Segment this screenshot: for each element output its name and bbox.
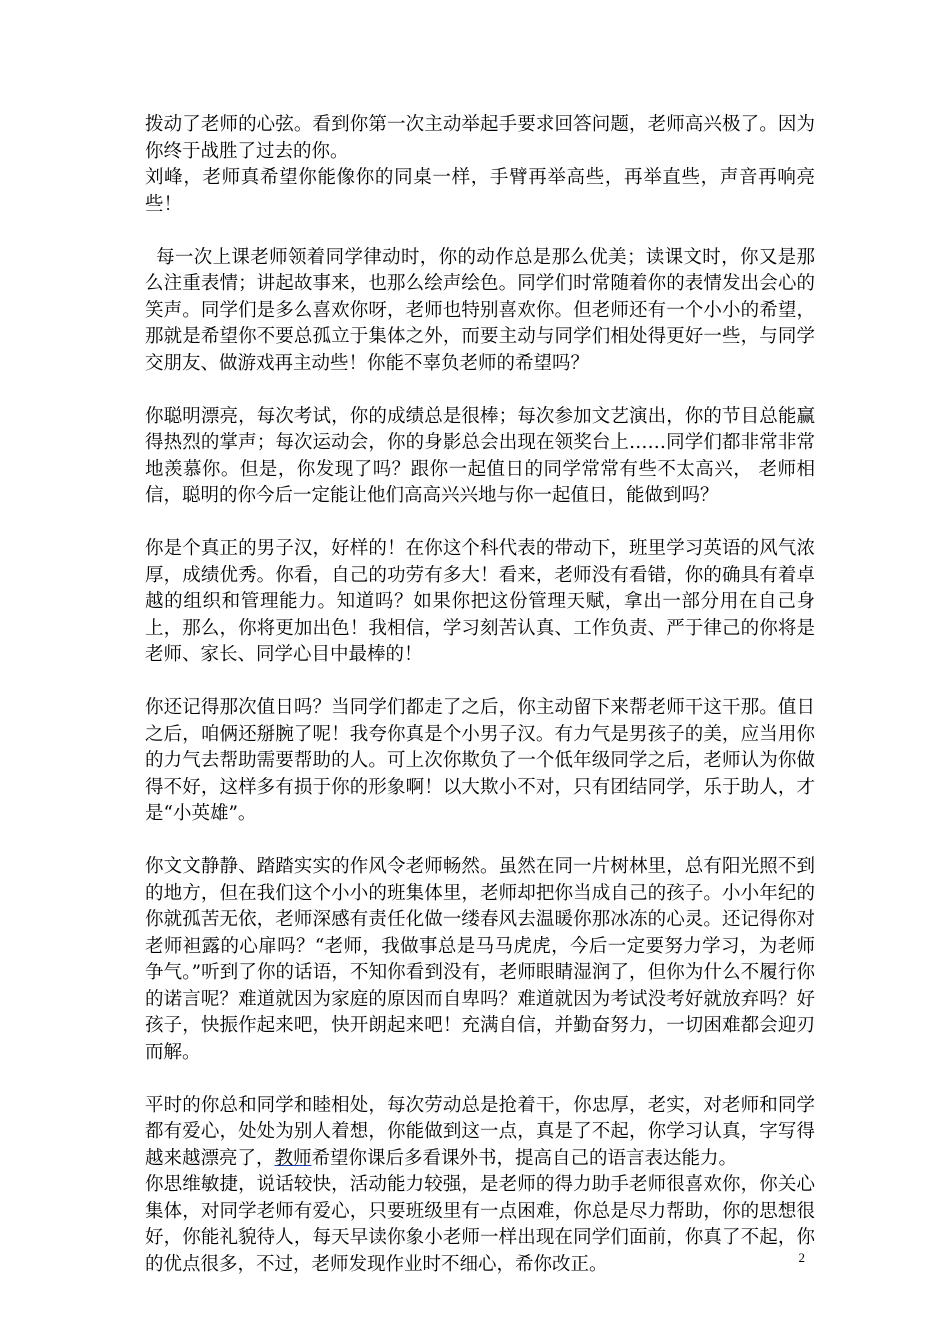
paragraph-5: 你是个真正的男子汉，好样的！在你这个科代表的带动下，班里学习英语的风气浓厚，成绩优秀。你看，自己的功劳有多大！看来，老师没有看错，你的确具有着卓越的组织和管理能力。知道吗？如果你把这份管理天赋，拿出一部分用在自己身上，那么，你将更加出色！我相信，学习刻苦认真、工作负责、严于律己的你将是老师、家长、同学心目中最棒的！ [145,538,815,665]
page-number: 2 [798,1250,805,1265]
paragraph-2: 刘峰，老师真希望你能像你的同桌一样，手臂再举高些，再举直些，声音再响亮些！ [145,167,815,215]
paragraph-1: 拨动了老师的心弦。看到你第一次主动举起手要求回答问题，老师高兴极了。因为你终于战胜了过去的你。 [145,114,815,162]
paragraph-6: 你还记得那次值日吗？当同学们都走了之后，你主动留下来帮老师干这干那。值日之后，咱俩还掰腕了呢！我夸你真是个小男子汉。有力气是男孩子的美，应当用你的力气去帮助需要帮助的人。可上次你欺负了一个低年级同学之后，老师认为你做得不好，这样多有损于你的形象啊！以大欺小不对，只有团结同学，乐于助人，才是“小英雄”。 [145,697,815,824]
paragraph-8 [145,1093,815,1173]
paragraph-8-text-before: 平时的你总和同学和睦相处，每次劳动总是抢着干，你忠厚，老实，对老师和同学都有爱心，处处为别人着想，你能做到这一点，真是了不起，你学习认真，字写得越来越漂亮了， [145,1094,815,1169]
teacher-link[interactable]: 教师 [274,1147,312,1169]
paragraph-8-text-after: 希望你课后多看课外书，提高自己的语言表达能力。 [311,1147,738,1169]
paragraph-9: 你思维敏捷，说话较快，活动能力较强，是老师的得力助手老师很喜欢你，你关心集体，对同学老师有爱心，只要班级里有一点困难，你总是尽力帮助，你的思想很好，你能礼貌待人，每天早读你象小老师一样出现在同学们面前，你真了不起，你的优点很多，不过，老师发现作业时不细心，希你改正。 [145,1174,815,1275]
document-body [145,112,815,1278]
paragraph-7: 你文文静静、踏踏实实的作风令老师畅然。虽然在同一片树林里，总有阳光照不到的地方，但在我们这个小小的班集体里，老师却把你当成自己的孩子。小小年纪的你就孤苦无依，老师深感有责任化做一缕春风去温暖你那冰冻的心灵。还记得你对老师袒露的心扉吗？“老师，我做事总是马马虎虎，今后一定要努力学习，为老师争气。”听到了你的话语，不知你看到没有，老师眼睛湿润了，但你为什么不履行你的诺言呢？难道就因为家庭的原因而自卑吗？难道就因为考试没考好就放弃吗？好孩子，快振作起来吧，快开朗起来吧！充满自信，并勤奋努力，一切困难都会迎刃而解。 [145,856,815,1063]
paragraph-4: 你聪明漂亮，每次考试，你的成绩总是很棒；每次参加文艺演出，你的节目总能赢得热烈的掌声；每次运动会，你的身影总会出现在领奖台上……同学们都非常非常地羡慕你。但是，你发现了吗？跟你一起值日的同学常常有些不太高兴， 老师相信，聪明的你今后一定能让他们高高兴兴地与你一起值日，能做到吗？ [145,405,815,506]
paragraph-3: 每一次上课老师领着同学律动时，你的动作总是那么优美；读课文时，你又是那么注重表情；讲起故事来，也那么绘声绘色。同学们时常随着你的表情发出会心的笑声。同学们是多么喜欢你呀，老师也特别喜欢你。但老师还有一个小小的希望，那就是希望你不要总孤立于集体之外，而要主动与同学们相处得更好一些，与同学交朋友、做游戏再主动些！你能不辜负老师的希望吗？ [145,246,815,374]
